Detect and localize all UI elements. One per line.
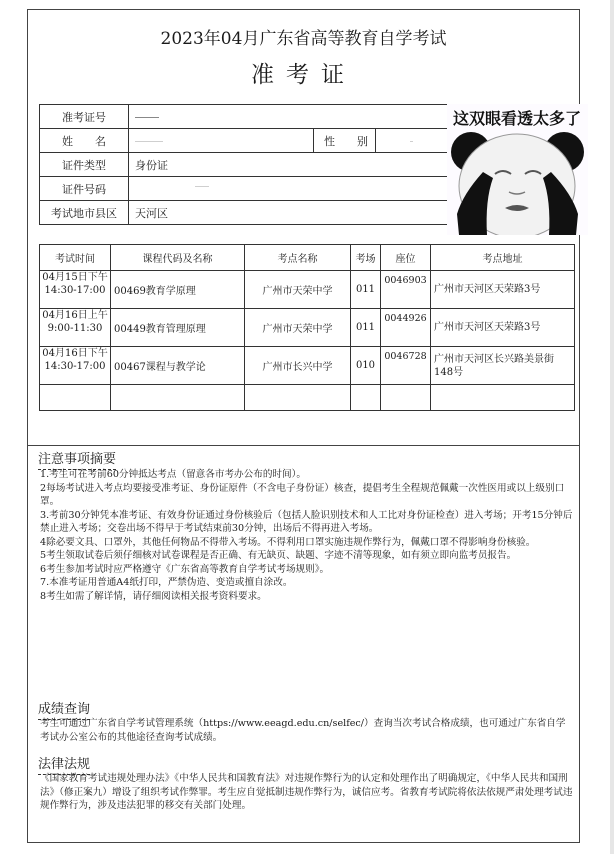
redacted-gender: [410, 141, 413, 142]
district-label: 考试地市县区: [40, 201, 129, 225]
exam-title: 2023年04月广东省高等教育自学考试: [160, 29, 447, 49]
id-type-label: 证件类型: [40, 153, 129, 177]
room-number: 011: [351, 271, 381, 309]
gender-value: [376, 129, 448, 153]
header-exam-time: 考试时间: [40, 245, 111, 271]
course-name: 00467课程与教学论: [111, 347, 245, 385]
name-value: [129, 129, 314, 153]
exam-time: 04月15日下午 14:30-17:00: [40, 271, 111, 309]
info-row-ticket-number: [40, 105, 448, 129]
course-name: 00449教育管理原理: [111, 309, 245, 347]
law-text: 《国家教育考试违规处理办法》《中华人民共和国教育法》对违规作弊行为的认定和处理作出了明确规定，《中华人民共和国刑法》（修正案九）增设了组织考试作弊罪。考生应自觉抵制违规作弊行为，诚信应考。省教育考试院将依法依规严肃处理考试违规作弊行为，涉及违法犯罪的移交有关部门处理。: [40, 773, 573, 811]
venue-name: 广州市天荣中学: [245, 309, 351, 347]
room-number: 011: [351, 309, 381, 347]
scrollbar-track[interactable]: [610, 0, 614, 854]
exam-row: [40, 271, 575, 309]
info-row-name: [40, 129, 448, 153]
seat-number: 0044926: [381, 309, 431, 347]
photo-caption: 这双眼看透太多了: [452, 109, 582, 128]
candidate-photo: [447, 104, 588, 235]
gender-label: 性 别: [314, 129, 376, 153]
note-item: 1.考生可在考前60分钟抵达考点（留意各市考办公布的时间）。: [40, 469, 306, 480]
venue-address: 广州市天河区天荣路3号: [431, 309, 575, 347]
exam-row-empty: [40, 385, 575, 411]
venue-name: 广州市天荣中学: [245, 271, 351, 309]
info-row-id-type: [40, 153, 448, 177]
name-label: 姓 名: [40, 129, 129, 153]
header-course: 课程代码及名称: [111, 245, 245, 271]
score-query-text: 考生可通过广东省自学考试管理系统（https://www.eeagd.edu.cn/selfec/）查询当次考试合格成绩，也可通过广东省自学考试办公室公布的其他途径查询考试成绩。: [40, 718, 566, 743]
exam-row: [40, 309, 575, 347]
exam-time: 04月16日下午 14:30-17:00: [40, 347, 111, 385]
course-name: 00469教育学原理: [111, 271, 245, 309]
header-venue: 考点名称: [245, 245, 351, 271]
exam-time: 04月16日上午 9:00-11:30: [40, 309, 111, 347]
info-row-district: [40, 201, 448, 225]
header-room: 考场: [351, 245, 381, 271]
redacted-ticket-number: [135, 117, 159, 118]
ticket-heading: 准考证: [251, 62, 356, 88]
header-seat: 座位: [381, 245, 431, 271]
seat-number: 0046903: [381, 271, 431, 309]
note-item: 8考生如需了解详情，请仔细阅读相关报考资料要求。: [40, 590, 267, 602]
id-number-value: [129, 177, 448, 201]
section-divider: [27, 445, 580, 446]
exam-row: [40, 347, 575, 385]
score-query-heading: 成绩查询: [38, 698, 90, 717]
room-number: 010: [351, 347, 381, 385]
venue-name: 广州市长兴中学: [245, 347, 351, 385]
ticket-number-value: [129, 105, 448, 129]
district-value: 天河区: [129, 201, 448, 225]
note-item: 7.本准考证用普通A4纸打印，严禁伪造、变造或擅自涂改。: [40, 577, 293, 588]
venue-address: 广州市天河区长兴路美景街148号: [431, 347, 575, 385]
header-address: 考点地址: [431, 245, 575, 271]
seat-number: 0046728: [381, 347, 431, 385]
panda-meme-image: [447, 104, 588, 235]
id-number-label: 证件号码: [40, 177, 129, 201]
exam-table-header: [40, 245, 575, 271]
note-item: 2每场考试进入考点均要接受准考证、身份证原件（不含电子身份证）核查，提倡考生全程规范佩戴一次性医用或以上级别口罩。: [40, 482, 565, 507]
law-heading: 法律法规: [38, 753, 90, 772]
redacted-id-number: [195, 186, 209, 187]
note-item: 6考生参加考试时应严格遵守《广东省高等教育自学考试考场规则》。: [40, 563, 330, 575]
info-row-id-number: [40, 177, 448, 201]
redacted-name: [135, 141, 163, 142]
candidate-info-table: [39, 104, 448, 225]
notes-heading: 注意事项摘要: [38, 448, 116, 467]
ticket-number-label: 准考证号: [40, 105, 129, 129]
exam-schedule-table: [39, 244, 575, 411]
note-item: 5考生领取试卷后须仔细核对试卷课程是否正确、有无缺页、缺题、字迹不清等现象，如有须立即向监考员报告。: [40, 550, 517, 561]
venue-address: 广州市天河区天荣路3号: [431, 271, 575, 309]
id-type-value: 身份证: [129, 153, 448, 177]
note-item: 3.考前30分钟凭本准考证、有效身份证通过身份核验后（包括人脸识别技术和人工比对身份证检查）进入考场；开考15分钟后禁止进入考场；交卷出场不得早于考试结束前30分钟，出场后不得再进入考场。: [40, 509, 573, 534]
note-item: 4除必要文具、口罩外，其他任何物品不得带入考场。不得利用口罩实施违规作弊行为，佩戴口罩不得影响身份核验。: [40, 536, 536, 548]
notes-list: [40, 468, 575, 603]
